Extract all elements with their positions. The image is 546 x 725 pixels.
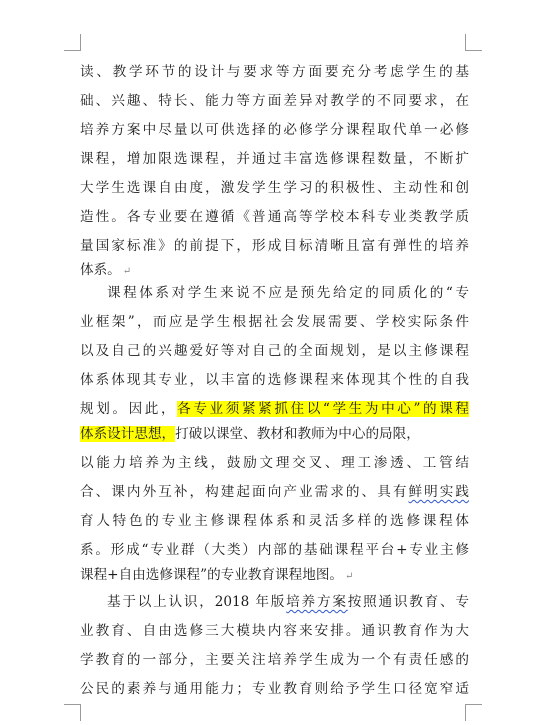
text-line-18[interactable]: 系。形成“专业群（大类）内部的基础课程平台+专业主修 bbox=[80, 542, 469, 558]
crop-mark-bottom-left bbox=[64, 704, 81, 721]
text-line-19[interactable] bbox=[0, 563, 546, 587]
text-segment: 基于以上认识，2018 年版 bbox=[107, 594, 287, 610]
text-line-2[interactable]: 础、兴趣、特长、能力等方面差异对教学的不同要求，在 bbox=[80, 93, 469, 109]
text-line-11[interactable]: 以及自己的兴趣爱好等对自己的全面规划，是以主修课程 bbox=[80, 343, 469, 359]
text-line-16[interactable] bbox=[0, 480, 546, 504]
text-line-4[interactable]: 课程，增加限选课程，并通过丰富选修课程数量，不断扩 bbox=[80, 151, 469, 167]
text-line-15[interactable]: 以能力培养为主线，鼓励文理交叉、理工渗透、工管结 bbox=[80, 455, 469, 471]
text-segment: 按照通识教育、专 bbox=[347, 594, 470, 610]
text-segment: 规划。因此， bbox=[80, 401, 178, 417]
crop-mark-top-right bbox=[465, 34, 482, 51]
text-line-3[interactable]: 培养方案中尽量以可供选择的必修学分课程取代单一必修 bbox=[80, 122, 469, 138]
highlighted-text: 各专业须紧紧抓住以“学生为中心”的课程 bbox=[177, 401, 469, 417]
text-line-9[interactable]: 课程体系对学生来说不应是预先给定的同质化的“专 bbox=[107, 285, 469, 301]
crop-mark-top-left bbox=[64, 34, 81, 51]
text-line-10[interactable]: 业框架”，而应是学生根据社会发展需要、学校实际条件 bbox=[80, 314, 469, 330]
text-segment: 打破以课堂、教材和教师为中心的局限， bbox=[175, 426, 420, 442]
text-segment: 合、课内外互补，构建起面向产业需求的、具有 bbox=[80, 484, 409, 500]
paragraph-end-text: 体系。 bbox=[80, 262, 121, 278]
text-line-5[interactable]: 大学生选课自由度，激发学生学习的积极性、主动性和创 bbox=[80, 180, 469, 196]
spellcheck-underlined-text: 培养方案 bbox=[286, 594, 348, 610]
text-line-17[interactable]: 育人特色的专业主修课程体系和灵活多样的选修课程体 bbox=[80, 513, 469, 529]
spellcheck-underlined-text: 鲜明实践 bbox=[408, 484, 470, 500]
text-line-12[interactable]: 体系体现其专业，以丰富的选修课程来体现其个性的自我 bbox=[80, 372, 469, 388]
text-line-21[interactable]: 业教育、自由选修三大模块内容来安排。通识教育作为大 bbox=[80, 623, 469, 639]
crop-mark-bottom-right bbox=[465, 704, 482, 721]
text-line-7[interactable]: 量国家标准》的前提下，形成目标清晰且富有弹性的培养 bbox=[80, 238, 469, 254]
text-line-6[interactable]: 造性。各专业要在遵循《普通高等学校本科专业类教学质 bbox=[80, 209, 469, 225]
text-line-1[interactable]: 读、教学环节的设计与要求等方面要充分考虑学生的基 bbox=[80, 64, 469, 80]
highlighted-text: 体系设计思想， bbox=[80, 426, 176, 442]
text-line-22[interactable]: 学教育的一部分，主要关注培养学生成为一个有责任感的 bbox=[80, 652, 469, 668]
text-line-8[interactable] bbox=[0, 258, 546, 282]
text-line-20[interactable] bbox=[0, 590, 546, 614]
paragraph-mark-icon: ↵ bbox=[122, 266, 132, 277]
paragraph-end-text: 课程+自由选修课程”的专业教育课程地图。 bbox=[80, 567, 344, 583]
text-line-14[interactable] bbox=[0, 422, 546, 446]
paragraph-mark-icon: ↵ bbox=[345, 571, 354, 582]
text-line-13[interactable] bbox=[0, 397, 546, 421]
text-line-23[interactable]: 公民的素养与通用能力；专业教育则给予学生口径宽窄适 bbox=[80, 681, 469, 697]
